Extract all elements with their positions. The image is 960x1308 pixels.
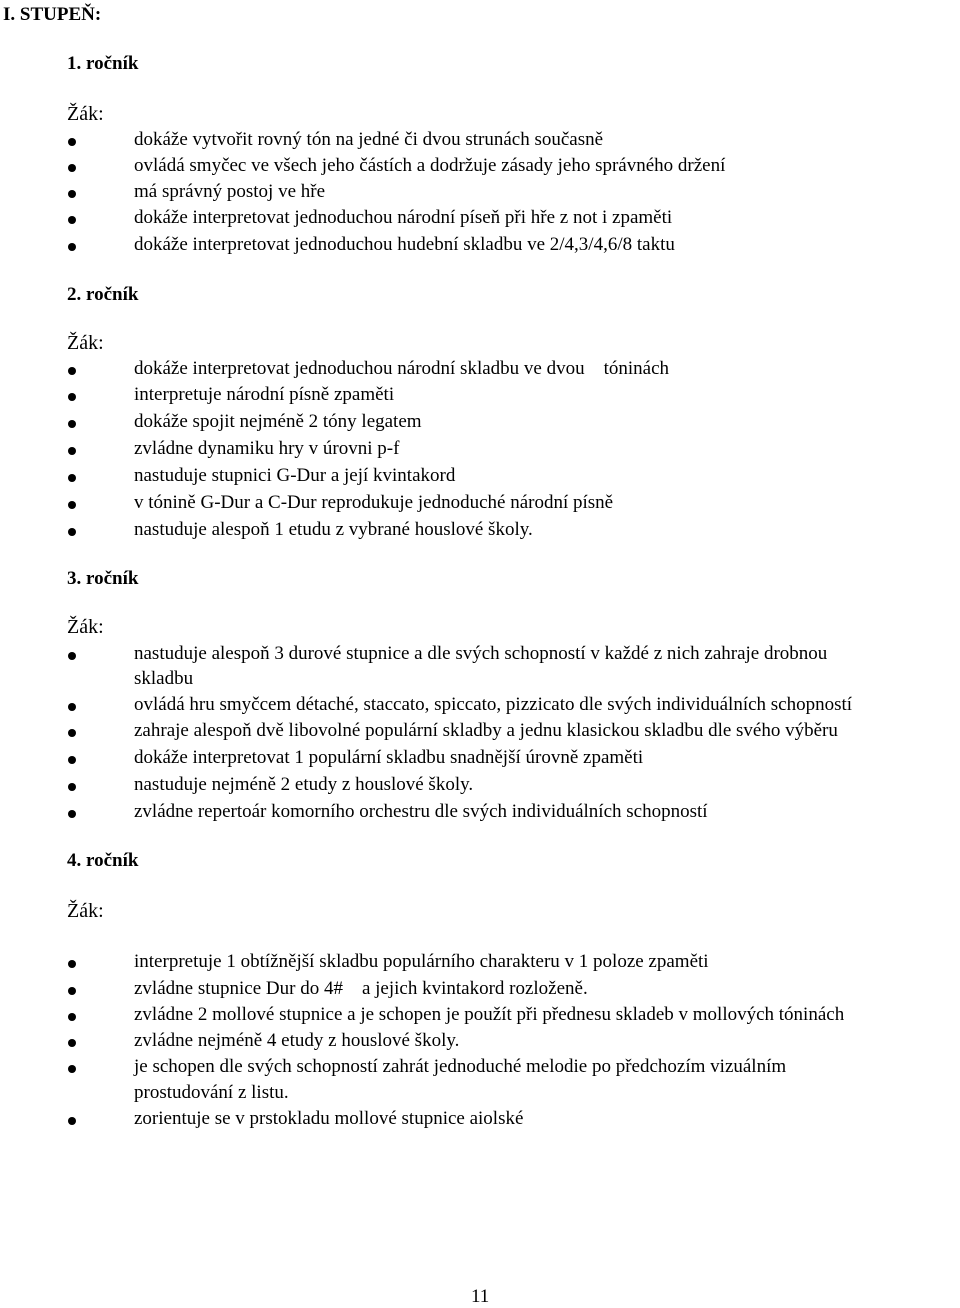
grade-4-item: zvládne nejméně 4 etudy z houslové školy. xyxy=(134,1030,460,1051)
grade-3-item: dokáže interpretovat 1 populární skladbu snadnější úrovně zpaměti xyxy=(134,747,644,768)
section-title: I. STUPEŇ: xyxy=(3,4,102,25)
grade-3-student-label: Žák: xyxy=(67,616,104,638)
bullet-icon xyxy=(68,367,76,375)
grade-1-student-label: Žák: xyxy=(67,103,104,125)
bullet-icon xyxy=(68,138,76,146)
grade-3-item: zahraje alespoň dvě libovolné populární skladby a jednu klasickou skladbu dle svého výběru xyxy=(134,720,838,741)
bullet-icon xyxy=(68,447,76,455)
bullet-icon xyxy=(68,1065,76,1073)
grade-3-item-continuation: skladbu xyxy=(134,668,194,689)
grade-1-item: dokáže vytvořit rovný tón na jedné či dvou strunách současně xyxy=(134,129,604,150)
bullet-icon xyxy=(68,987,76,995)
bullet-icon xyxy=(68,783,76,791)
grade-2-item: dokáže spojit nejméně 2 tóny legatem xyxy=(134,411,422,432)
grade-2-item: dokáže interpretovat jednoduchou národní skladbu ve dvou tóninách xyxy=(134,358,670,379)
bullet-icon xyxy=(68,960,76,968)
bullet-icon xyxy=(68,756,76,764)
grade-4-item: je schopen dle svých schopností zahrát jednoduché melodie po předchozím vizuálním xyxy=(134,1056,787,1077)
bullet-icon xyxy=(68,501,76,509)
bullet-icon xyxy=(68,216,76,224)
bullet-icon xyxy=(68,1117,76,1125)
grade-2-item: interpretuje národní písně zpaměti xyxy=(134,384,395,405)
bullet-icon xyxy=(68,420,76,428)
bullet-icon xyxy=(68,190,76,198)
grade-4-item: zvládne 2 mollové stupnice a je schopen je použít při přednesu skladeb v mollových tóninách xyxy=(134,1004,845,1025)
bullet-icon xyxy=(68,164,76,172)
grade-4-title: 4. ročník xyxy=(67,850,139,871)
page-number: 11 xyxy=(471,1286,490,1307)
grade-2-item: zvládne dynamiku hry v úrovni p-f xyxy=(134,438,400,459)
grade-3-item: nastuduje alespoň 3 durové stupnice a dle svých schopností v každé z nich zahraje drobnou xyxy=(134,643,828,664)
bullet-icon xyxy=(68,703,76,711)
grade-1-item: dokáže interpretovat jednoduchou národní píseň při hře z not i zpaměti xyxy=(134,207,673,228)
grade-3-title: 3. ročník xyxy=(67,568,139,589)
grade-1-title: 1. ročník xyxy=(67,53,139,74)
grade-3-item: ovládá hru smyčcem détaché, staccato, spiccato, pizzicato dle svých individuálních schopností xyxy=(134,694,853,715)
bullet-icon xyxy=(68,1013,76,1021)
grade-2-item: v tónině G-Dur a C-Dur reprodukuje jednoduché národní písně xyxy=(134,492,614,513)
grade-1-item: dokáže interpretovat jednoduchou hudební skladbu ve 2/4,3/4,6/8 taktu xyxy=(134,234,675,255)
bullet-icon xyxy=(68,393,76,401)
bullet-icon xyxy=(68,652,76,660)
grade-4-item-continuation: prostudování z listu. xyxy=(134,1082,289,1103)
grade-2-student-label: Žák: xyxy=(67,332,104,354)
bullet-icon xyxy=(68,474,76,482)
grade-4-item: zorientuje se v prstokladu mollové stupnice aiolské xyxy=(134,1108,524,1129)
grade-3-item: nastuduje nejméně 2 etudy z houslové školy. xyxy=(134,774,474,795)
grade-2-item: nastuduje stupnici G-Dur a její kvintakord xyxy=(134,465,456,486)
bullet-icon xyxy=(68,243,76,251)
grade-1-item: má správný postoj ve hře xyxy=(134,181,326,202)
grade-1-item: ovládá smyčec ve všech jeho částích a dodržuje zásady jeho správného držení xyxy=(134,155,726,176)
bullet-icon xyxy=(68,729,76,737)
bullet-icon xyxy=(68,810,76,818)
grade-2-item: nastuduje alespoň 1 etudu z vybrané houslové školy. xyxy=(134,519,533,540)
bullet-icon xyxy=(68,528,76,536)
grade-4-student-label: Žák: xyxy=(67,900,104,922)
grade-4-item: interpretuje 1 obtížnější skladbu populárního charakteru v 1 poloze zpaměti xyxy=(134,951,709,972)
grade-4-item: zvládne stupnice Dur do 4# a jejich kvintakord rozloženě. xyxy=(134,978,588,999)
bullet-icon xyxy=(68,1039,76,1047)
grade-3-item: zvládne repertoár komorního orchestru dle svých individuálních schopností xyxy=(134,801,708,822)
grade-2-title: 2. ročník xyxy=(67,284,139,305)
